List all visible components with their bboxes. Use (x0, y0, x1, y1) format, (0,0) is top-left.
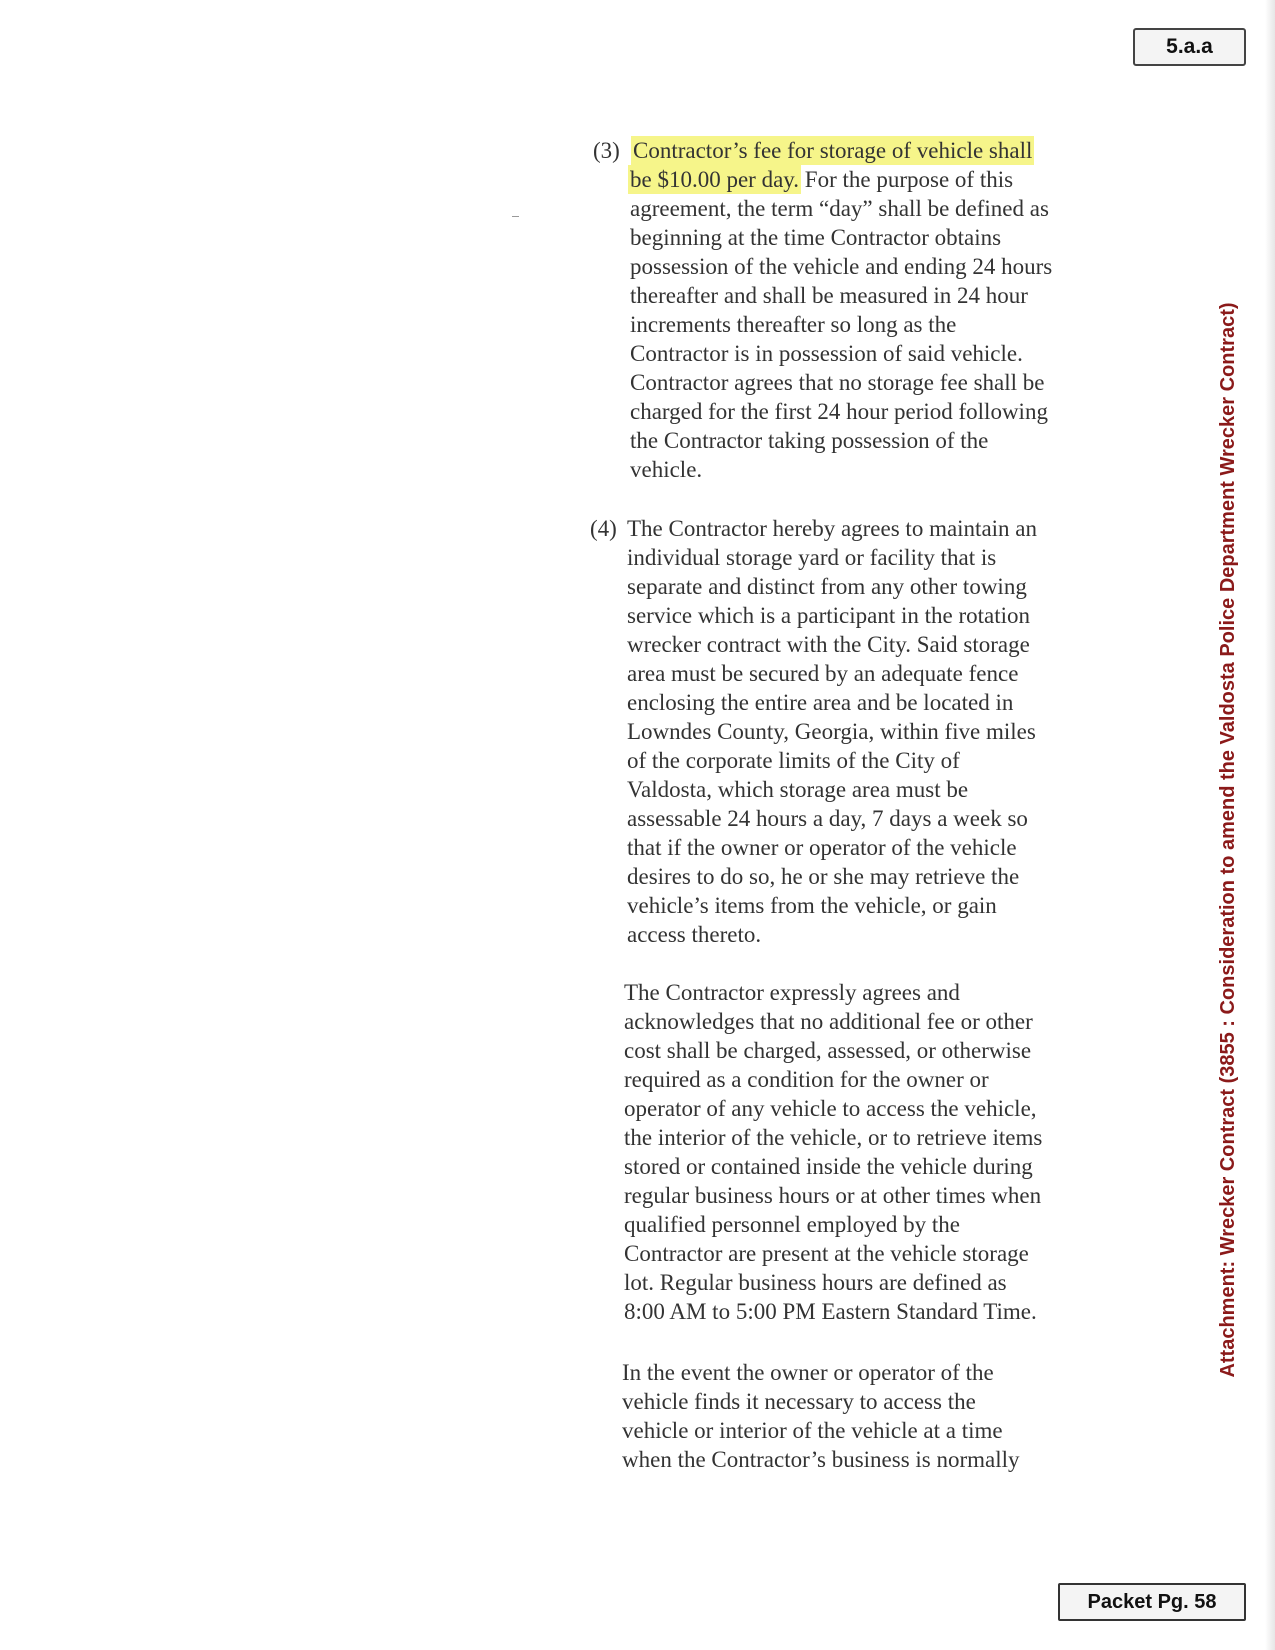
clause-text (627, 514, 1037, 949)
text-line: area must be secured by an adequate fence (627, 661, 1019, 686)
text-line: thereafter and shall be measured in 24 hour (630, 283, 1028, 308)
text-line: when the Contractor’s business is normally (622, 1447, 1020, 1472)
text-line: possession of the vehicle and ending 24 hours (630, 254, 1053, 279)
clause-number: (4) (590, 516, 617, 541)
text-line: cost shall be charged, assessed, or otherwise (624, 1038, 1032, 1063)
text-line: that if the owner or operator of the vehicle (627, 835, 1017, 860)
text-line: charged for the first 24 hour period following (630, 399, 1048, 424)
paragraph-after-hours (622, 1358, 1020, 1474)
agenda-item-tag: 5.a.a (1133, 28, 1246, 66)
highlighted-text: Contractor’s fee for storage of vehicle shall (633, 138, 1033, 163)
scan-speck (512, 216, 519, 217)
text-line: qualified personnel employed by the (624, 1212, 960, 1237)
text-line: service which is a participant in the rotation (627, 603, 1031, 628)
text-line: Contractor agrees that no storage fee shall be (630, 370, 1045, 395)
text-line (630, 165, 1052, 194)
text-line: stored or contained inside the vehicle during (624, 1154, 1033, 1179)
text-line: increments thereafter so long as the (630, 312, 957, 337)
text-line: vehicle finds it necessary to access the (622, 1389, 976, 1414)
text-line: access thereto. (627, 922, 762, 947)
highlighted-text: be $10.00 per day. (630, 167, 800, 192)
text-line: lot. Regular business hours are defined as (624, 1270, 1007, 1295)
text-line: vehicle’s items from the vehicle, or gain (627, 893, 997, 918)
text-line: required as a condition for the owner or (624, 1067, 989, 1092)
text-line: desires to do so, he or she may retrieve the (627, 864, 1020, 889)
text-line: beginning at the time Contractor obtains (630, 225, 1002, 250)
text-line: agreement, the term “day” shall be defined as (630, 196, 1049, 221)
text-fragment: For the purpose of this (799, 167, 1014, 192)
attachment-side-label: Attachment: Wrecker Contract (3855 : Consideration to amend the Valdosta Police Department Wrecker Contract) (1217, 302, 1239, 1378)
text-line: individual storage yard or facility that is (627, 545, 997, 570)
text-line: The Contractor hereby agrees to maintain an (627, 516, 1038, 541)
text-line: acknowledges that no additional fee or other (624, 1009, 1033, 1034)
text-line: The Contractor expressly agrees and (624, 980, 960, 1005)
clause-text (630, 136, 1052, 484)
text-line: regular business hours or at other times when (624, 1183, 1042, 1208)
text-line: 8:00 AM to 5:00 PM Eastern Standard Time. (624, 1299, 1037, 1324)
text-line: vehicle. (630, 457, 703, 482)
text-line: the Contractor taking possession of the (630, 428, 989, 453)
text-line: Valdosta, which storage area must be (627, 777, 969, 802)
text-line: Contractor are present at the vehicle storage (624, 1241, 1029, 1266)
text-line: of the corporate limits of the City of (627, 748, 960, 773)
text-line: enclosing the entire area and be located in (627, 690, 1014, 715)
text-line: Lowndes County, Georgia, within five miles (627, 719, 1036, 744)
text-line: wrecker contract with the City. Said storage (627, 632, 1030, 657)
text-line: In the event the owner or operator of the (622, 1360, 994, 1385)
text-line: assessable 24 hours a day, 7 days a week so (627, 806, 1028, 831)
text-line: the interior of the vehicle, or to retrieve items (624, 1125, 1043, 1150)
text-line: operator of any vehicle to access the vehicle, (624, 1096, 1037, 1121)
text-line (630, 136, 1052, 165)
text-line: separate and distinct from any other towing (627, 574, 1027, 599)
text-line: vehicle or interior of the vehicle at a time (622, 1418, 1003, 1443)
packet-page-number: Packet Pg. 58 (1058, 1583, 1246, 1621)
paragraph-storage-access (624, 978, 1042, 1326)
clause-number: (3) (593, 138, 620, 163)
page-edge-shadow (1265, 0, 1275, 1650)
text-line: Contractor is in possession of said vehicle. (630, 341, 1023, 366)
